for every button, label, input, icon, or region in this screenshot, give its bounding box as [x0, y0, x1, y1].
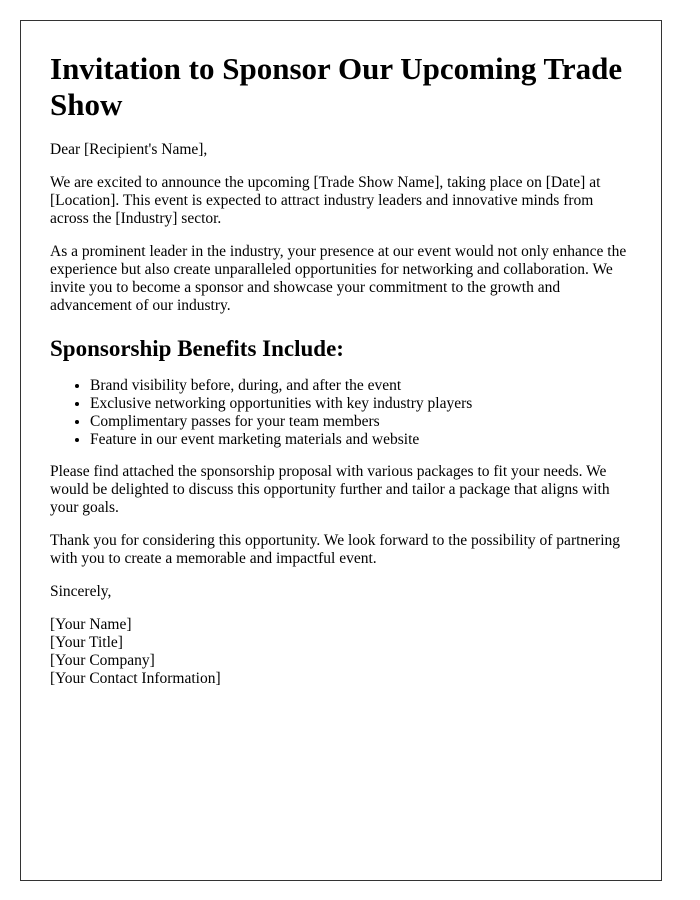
signature-company: [Your Company]	[50, 652, 155, 669]
intro-paragraph: We are excited to announce the upcoming [Trade Show Name], taking place on [Date] at [Location]. This event is expected to attract industry leaders and innovative minds from across the [Industry] sector.	[50, 174, 601, 227]
signature-block	[50, 616, 631, 688]
invitation-paragraph: As a prominent leader in the industry, your presence at our event would not only enhance the experience but also create unparalleled opportunities for networking and collaboration. We invite you to become a sponsor and showcase your commitment to the growth and advancement of our industry.	[50, 243, 627, 314]
salutation: Dear [Recipient's Name],	[50, 141, 208, 158]
signature-contact: [Your Contact Information]	[50, 670, 221, 687]
signature-title: [Your Title]	[50, 634, 123, 651]
benefits-heading: Sponsorship Benefits Include:	[50, 336, 344, 361]
benefit-item: • Brand visibility before, during, and after the event	[90, 377, 631, 395]
letter-container	[20, 20, 662, 881]
signature-name: [Your Name]	[50, 616, 132, 633]
thanks-paragraph: Thank you for considering this opportunity. We look forward to the possibility of partnering with you to create a memorable and impactful event.	[50, 532, 621, 567]
letter-title: Invitation to Sponsor Our Upcoming Trade Show	[50, 51, 623, 122]
benefits-list	[50, 377, 631, 449]
proposal-paragraph: Please find attached the sponsorship proposal with various packages to fit your needs. We would be delighted to discuss this opportunity further and tailor a package that aligns with your goals.	[50, 463, 610, 516]
signoff: Sincerely,	[50, 583, 112, 600]
benefit-item: • Complimentary passes for your team members	[90, 413, 631, 431]
benefit-item: • Feature in our event marketing materials and website	[90, 431, 631, 449]
benefit-item: • Exclusive networking opportunities with key industry players	[90, 395, 631, 413]
